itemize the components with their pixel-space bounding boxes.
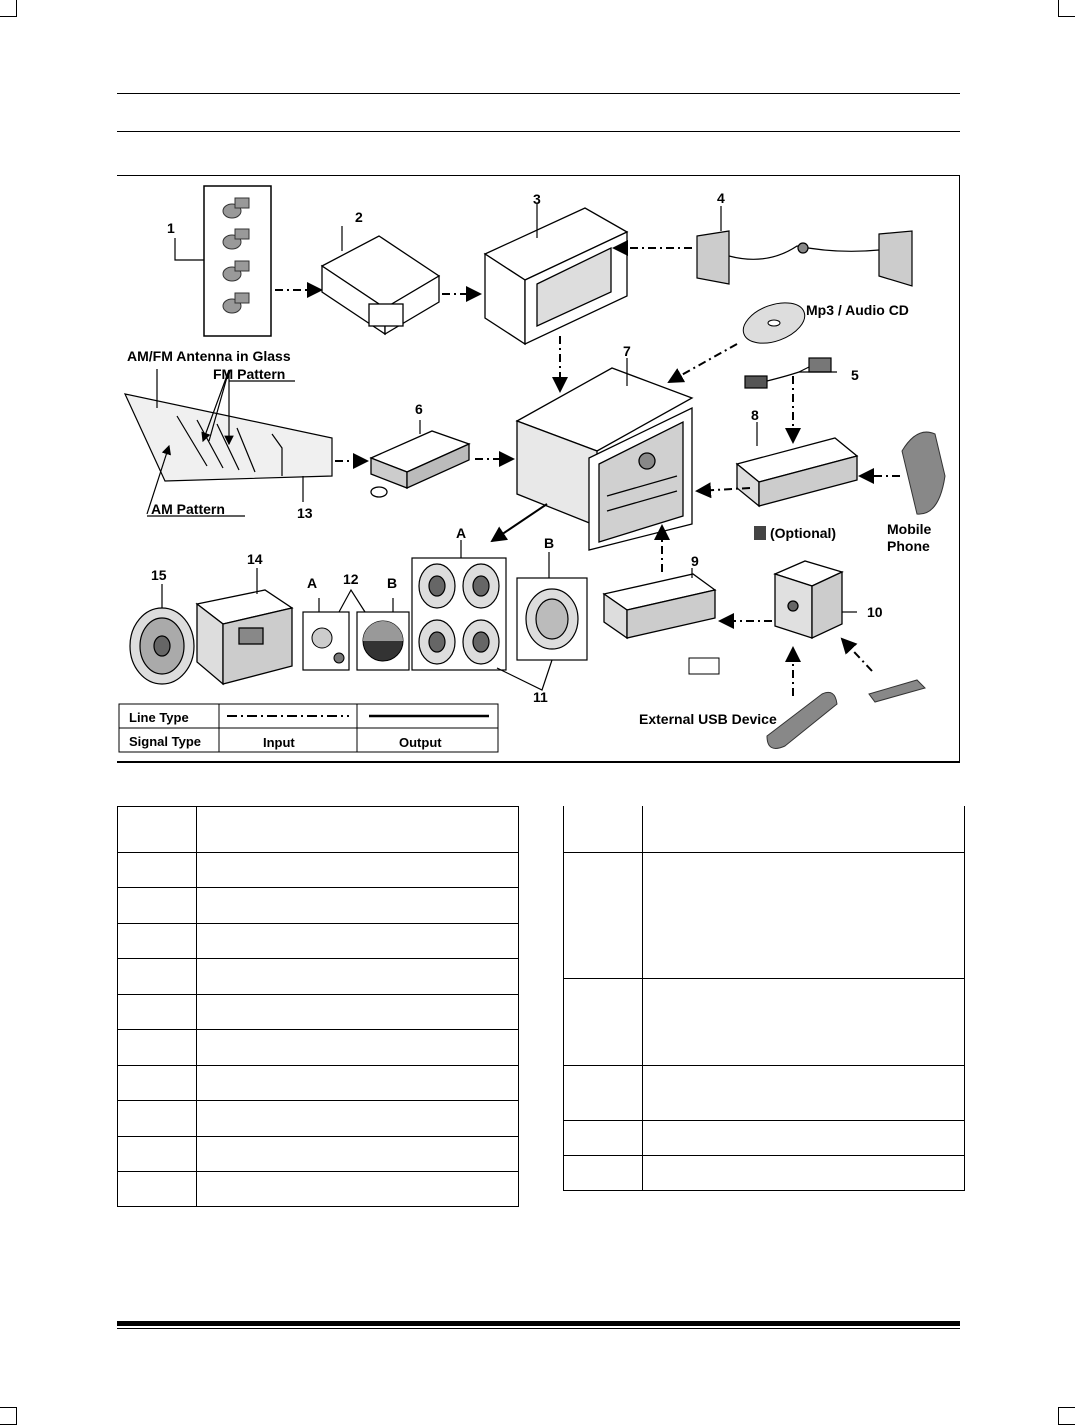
caption-am-pattern: AM Pattern: [151, 501, 225, 517]
callout-9: 9: [691, 553, 699, 569]
left-reference-table: [117, 806, 519, 1207]
tweeter-box-b: [357, 612, 409, 670]
module-2: [322, 236, 439, 334]
table-row: [118, 807, 519, 853]
tweeter-box-a: [303, 612, 349, 670]
callout-15: 15: [151, 567, 167, 583]
usb-port-10: [775, 561, 842, 638]
table-row: [564, 978, 965, 1065]
table-row: [118, 1172, 519, 1207]
table-row: [118, 1030, 519, 1066]
table-row: [564, 852, 965, 978]
callout-10: 10: [867, 604, 883, 620]
callout-4: 4: [717, 190, 725, 206]
caption-usb: External USB Device: [639, 711, 777, 727]
callout-14: 14: [247, 551, 263, 567]
header-rule-top: [117, 93, 960, 94]
caption-fm-pattern: FM Pattern: [213, 366, 286, 382]
door-speakers-11a: [412, 558, 506, 670]
callout-11: 11: [533, 689, 548, 705]
callout-8: 8: [751, 407, 759, 423]
table-row: [118, 1137, 519, 1172]
legend-output: Output: [399, 735, 442, 750]
bluetooth-icon: [754, 526, 766, 540]
crop-mark-top-left: [0, 0, 17, 17]
crop-mark-top-right: [1058, 0, 1075, 17]
callout-12: 12: [343, 571, 359, 587]
callout-a-speakers: A: [456, 525, 467, 541]
footer-rule-thin: [117, 1328, 960, 1329]
legend-line-type: Line Type: [129, 710, 189, 725]
table-row: [118, 888, 519, 924]
legend-input: Input: [263, 735, 295, 750]
table-row: [564, 1065, 965, 1120]
callout-1: 1: [167, 220, 175, 236]
callout-7: 7: [623, 343, 631, 359]
callout-3: 3: [533, 191, 541, 207]
caption-optional: (Optional): [770, 525, 837, 541]
amplifier-14: [197, 590, 292, 684]
footer-rule-thick: [117, 1321, 960, 1326]
legend-signal-type: Signal Type: [129, 734, 201, 749]
antenna-amplifier-6: [371, 431, 469, 497]
mobile-phone: [902, 432, 945, 514]
table-row: [118, 924, 519, 959]
table-row: [564, 806, 965, 852]
callout-a-tweeter: A: [307, 575, 318, 591]
usb-icon: [689, 658, 719, 674]
callout-6: 6: [415, 401, 423, 417]
table-row: [564, 1155, 965, 1190]
table-row: [118, 995, 519, 1030]
audio-system-diagram: [117, 175, 960, 763]
crop-mark-bottom-left: [0, 1407, 17, 1425]
caption-mobile: Mobile: [887, 521, 932, 537]
table-row: [118, 853, 519, 888]
speaker-15: [130, 608, 194, 684]
cd-disc: [738, 295, 810, 351]
caption-antenna: AM/FM Antenna in Glass: [127, 348, 291, 364]
table-row: [118, 1066, 519, 1101]
steering-controls-4: [697, 231, 912, 286]
module-9: [604, 574, 715, 638]
right-reference-table: [563, 806, 965, 1191]
header-rule-bottom: [117, 131, 960, 132]
callout-b-tweeter: B: [387, 575, 398, 591]
callout-5: 5: [851, 367, 859, 383]
callout-2: 2: [355, 209, 363, 225]
usb-stick: [767, 692, 837, 748]
table-row: [118, 1101, 519, 1137]
callout-b-speaker: B: [544, 535, 555, 551]
table-row: [118, 959, 519, 995]
module-8: [737, 438, 857, 506]
table-row: [564, 1120, 965, 1155]
crop-mark-bottom-right: [1058, 1407, 1075, 1425]
display-unit-3: [485, 208, 627, 344]
speaker-11b: [517, 578, 587, 660]
cable-5: [745, 358, 837, 388]
callout-13: 13: [297, 505, 313, 521]
caption-phone: Phone: [887, 538, 930, 554]
sensor-group-1: [175, 186, 271, 336]
caption-mp3-cd: Mp3 / Audio CD: [806, 302, 909, 318]
usb-cable: [869, 680, 925, 702]
head-unit-7: [517, 368, 692, 550]
